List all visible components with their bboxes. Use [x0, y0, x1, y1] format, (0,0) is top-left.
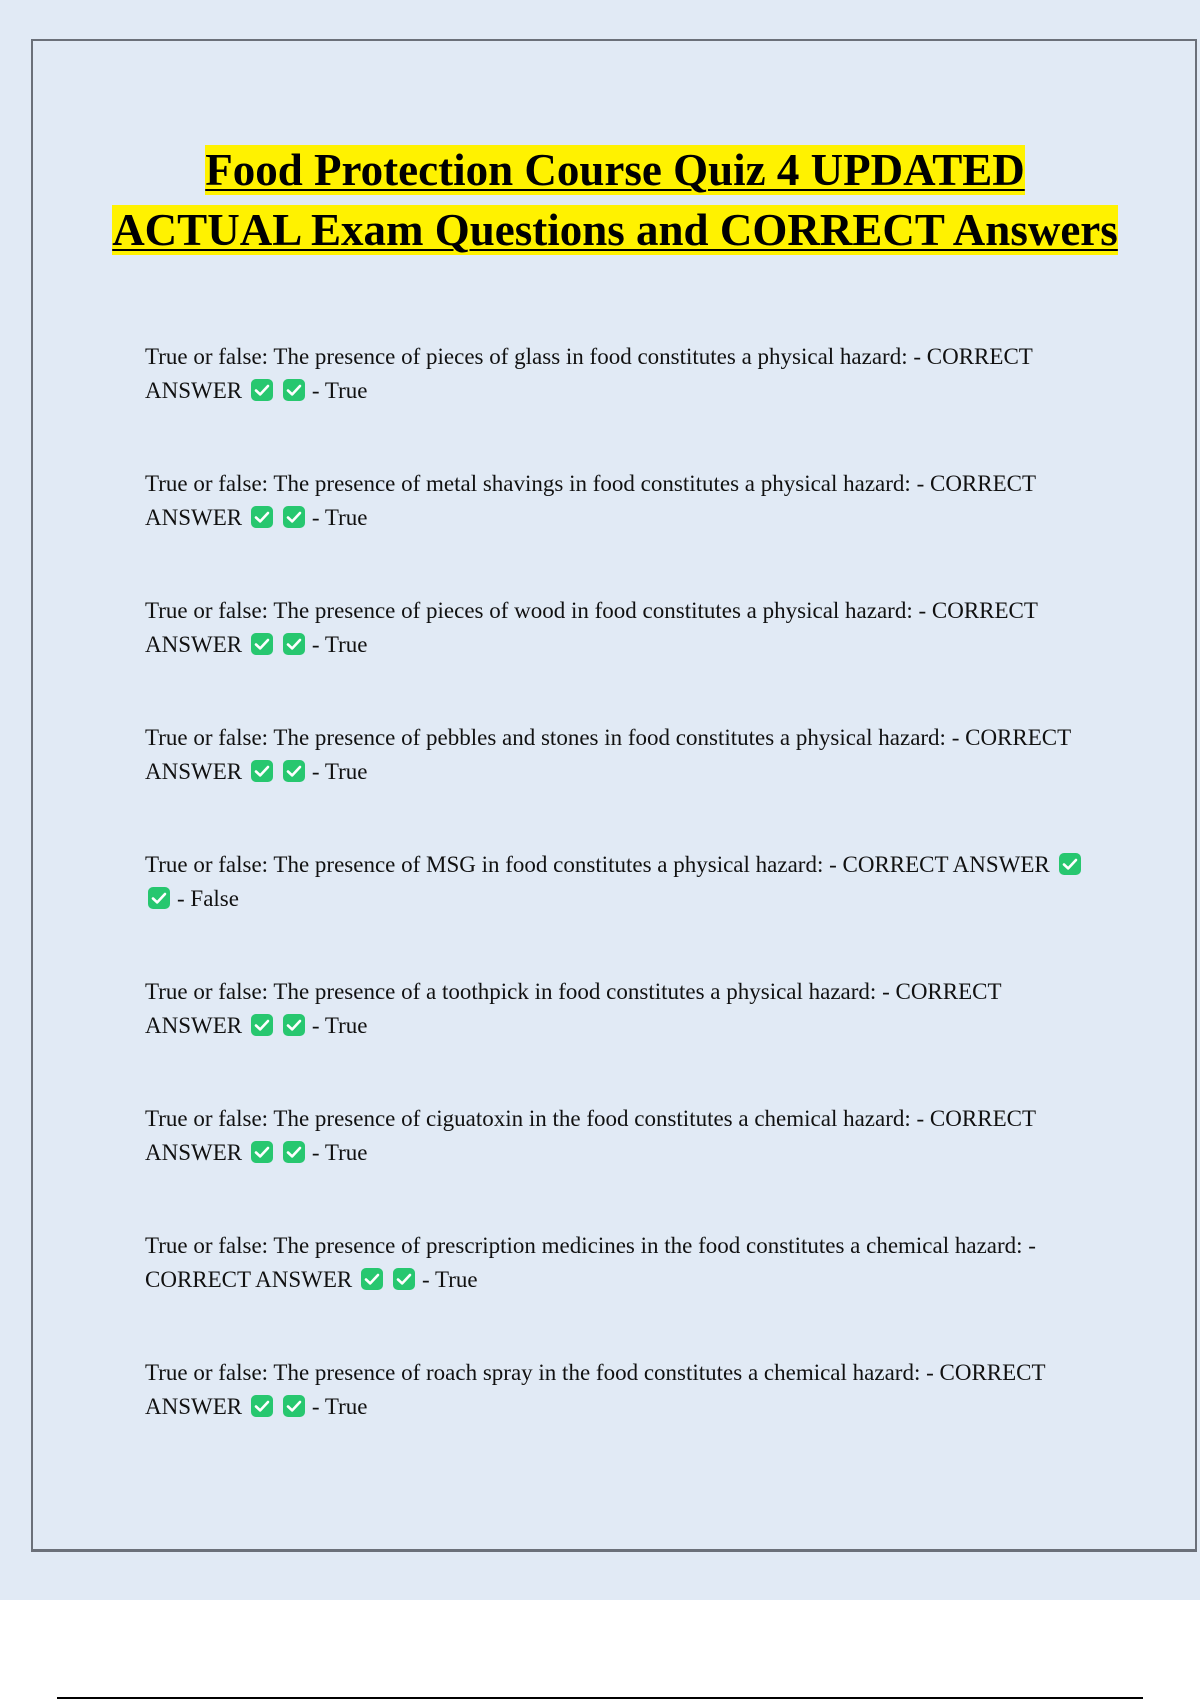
qa-item: [145, 594, 1090, 662]
qa-item: [145, 975, 1090, 1043]
check-icon: [282, 1140, 306, 1164]
qa-answer: - True: [311, 505, 368, 530]
qa-answer: - True: [311, 1394, 368, 1419]
check-icon: [282, 378, 306, 402]
check-icon: [282, 632, 306, 656]
qa-answer: - True: [311, 1140, 368, 1165]
qa-question: True or false: The presence of pieces of wood in food constitutes a physical hazard: - CORRECT ANSWER: [145, 598, 1038, 657]
check-icon: [147, 886, 171, 910]
check-icon: [360, 1267, 384, 1291]
qa-item: [145, 467, 1090, 535]
check-icon: [282, 1394, 306, 1418]
qa-item: [145, 1102, 1090, 1170]
qa-question: True or false: The presence of roach spray in the food constitutes a chemical hazard: - CORRECT ANSWER: [145, 1360, 1046, 1419]
qa-answer: - True: [311, 632, 368, 657]
check-icon: [250, 1394, 274, 1418]
qa-item: [145, 1356, 1090, 1424]
qa-answer: - False: [177, 886, 239, 911]
qa-item: [145, 721, 1090, 789]
check-icon: [392, 1267, 416, 1291]
check-icon: [282, 1013, 306, 1037]
qa-question: True or false: The presence of metal shavings in food constitutes a physical hazard: - CORRECT ANSWER: [145, 471, 1036, 530]
qa-item: [145, 848, 1090, 916]
check-icon: [250, 378, 274, 402]
qa-answer: - True: [311, 378, 368, 403]
check-icon: [1058, 852, 1082, 876]
check-icon: [282, 759, 306, 783]
qa-question: True or false: The presence of prescription medicines in the food constitutes a chemical hazard: - CORRECT ANSWER: [145, 1233, 1036, 1292]
qa-item: [145, 1229, 1090, 1297]
check-icon: [250, 505, 274, 529]
document-title-text: Food Protection Course Quiz 4 UPDATED ACTUAL Exam Questions and CORRECT Answers: [112, 145, 1118, 255]
qa-answer: - True: [311, 1013, 368, 1038]
qa-question: True or false: The presence of MSG in food constitutes a physical hazard: - CORRECT ANSWER: [145, 852, 1050, 877]
qa-question: True or false: The presence of pebbles and stones in food constitutes a physical hazard: - CORRECT ANSWER: [145, 725, 1071, 784]
check-icon: [250, 632, 274, 656]
qa-answer: - True: [422, 1267, 478, 1292]
qa-question: True or false: The presence of pieces of glass in food constitutes a physical hazard: - CORRECT ANSWER: [145, 344, 1033, 403]
qa-answer: - True: [311, 759, 368, 784]
qa-item: [145, 340, 1090, 408]
document-title: [110, 140, 1120, 260]
check-icon: [250, 1140, 274, 1164]
check-icon: [282, 505, 306, 529]
footer-rule: [57, 1697, 1143, 1699]
check-icon: [250, 1013, 274, 1037]
check-icon: [250, 759, 274, 783]
qa-question: True or false: The presence of a toothpick in food constitutes a physical hazard: - CORRECT ANSWER: [145, 979, 1002, 1038]
document-frame: [31, 39, 1197, 1552]
qa-question: True or false: The presence of ciguatoxin in the food constitutes a chemical hazard: - CORRECT ANSWER: [145, 1106, 1036, 1165]
